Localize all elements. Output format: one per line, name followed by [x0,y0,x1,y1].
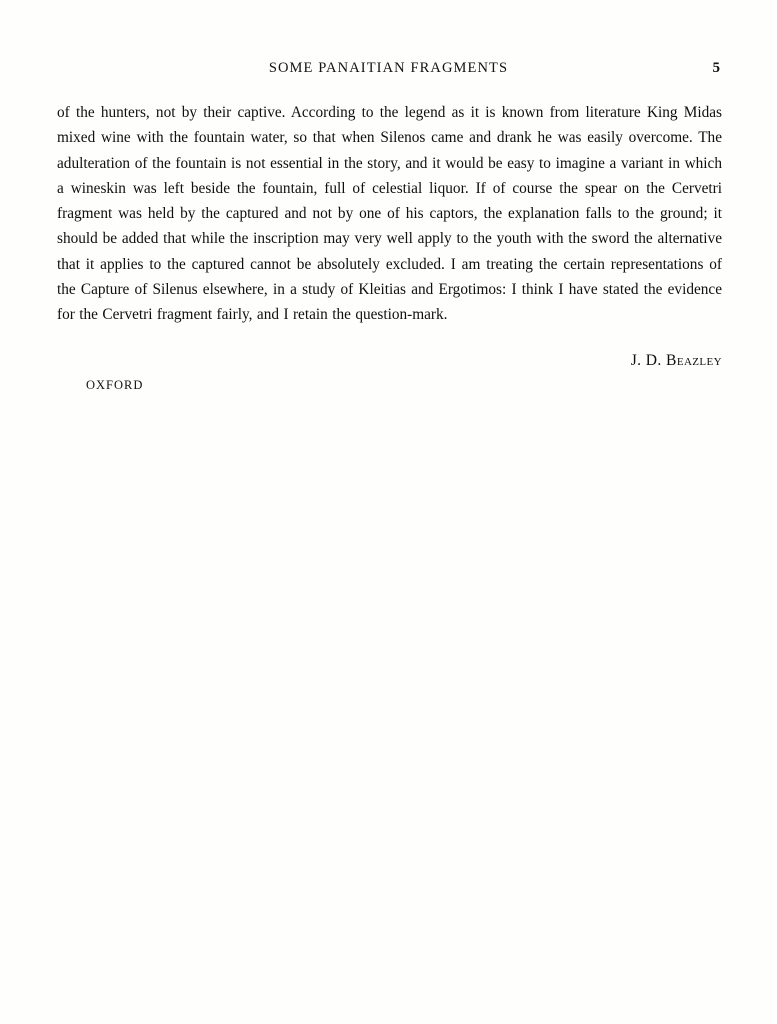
running-header [57,60,720,80]
running-head-title: SOME PANAITIAN FRAGMENTS [268,60,509,76]
body-paragraph: of the hunters, not by their captive. According to the legend as it is known from literature King Midas mixed wine with the fountain water, so that when Silenos came and drank he was easily overcome. The adulteration of the fountain is not essential in the story, and it would be easy to imagine a variant in which a wineskin was left beside the fountain, full of celestial liquor. If of course the spear on the Cervetri fragment was held by the captured and not by one of his captors, the explanation falls to the ground; it should be added that while the inscription may very well apply to the youth with the sword the alternative that it applies to the captured cannot be absolutely excluded. I am treating the certain representations of the Capture of Silenus elsewhere, in a study of Kleitias and Ergotimos: I think I have stated the evidence for the Cervetri fragment fairly, and I retain the question-mark. [57,104,722,324]
author-initials: J. D. [630,352,667,369]
author-affiliation: OXFORD [86,378,144,392]
author-surname: Beazley [666,352,722,369]
page-number: 5 [712,60,720,76]
author-signature [57,352,722,370]
